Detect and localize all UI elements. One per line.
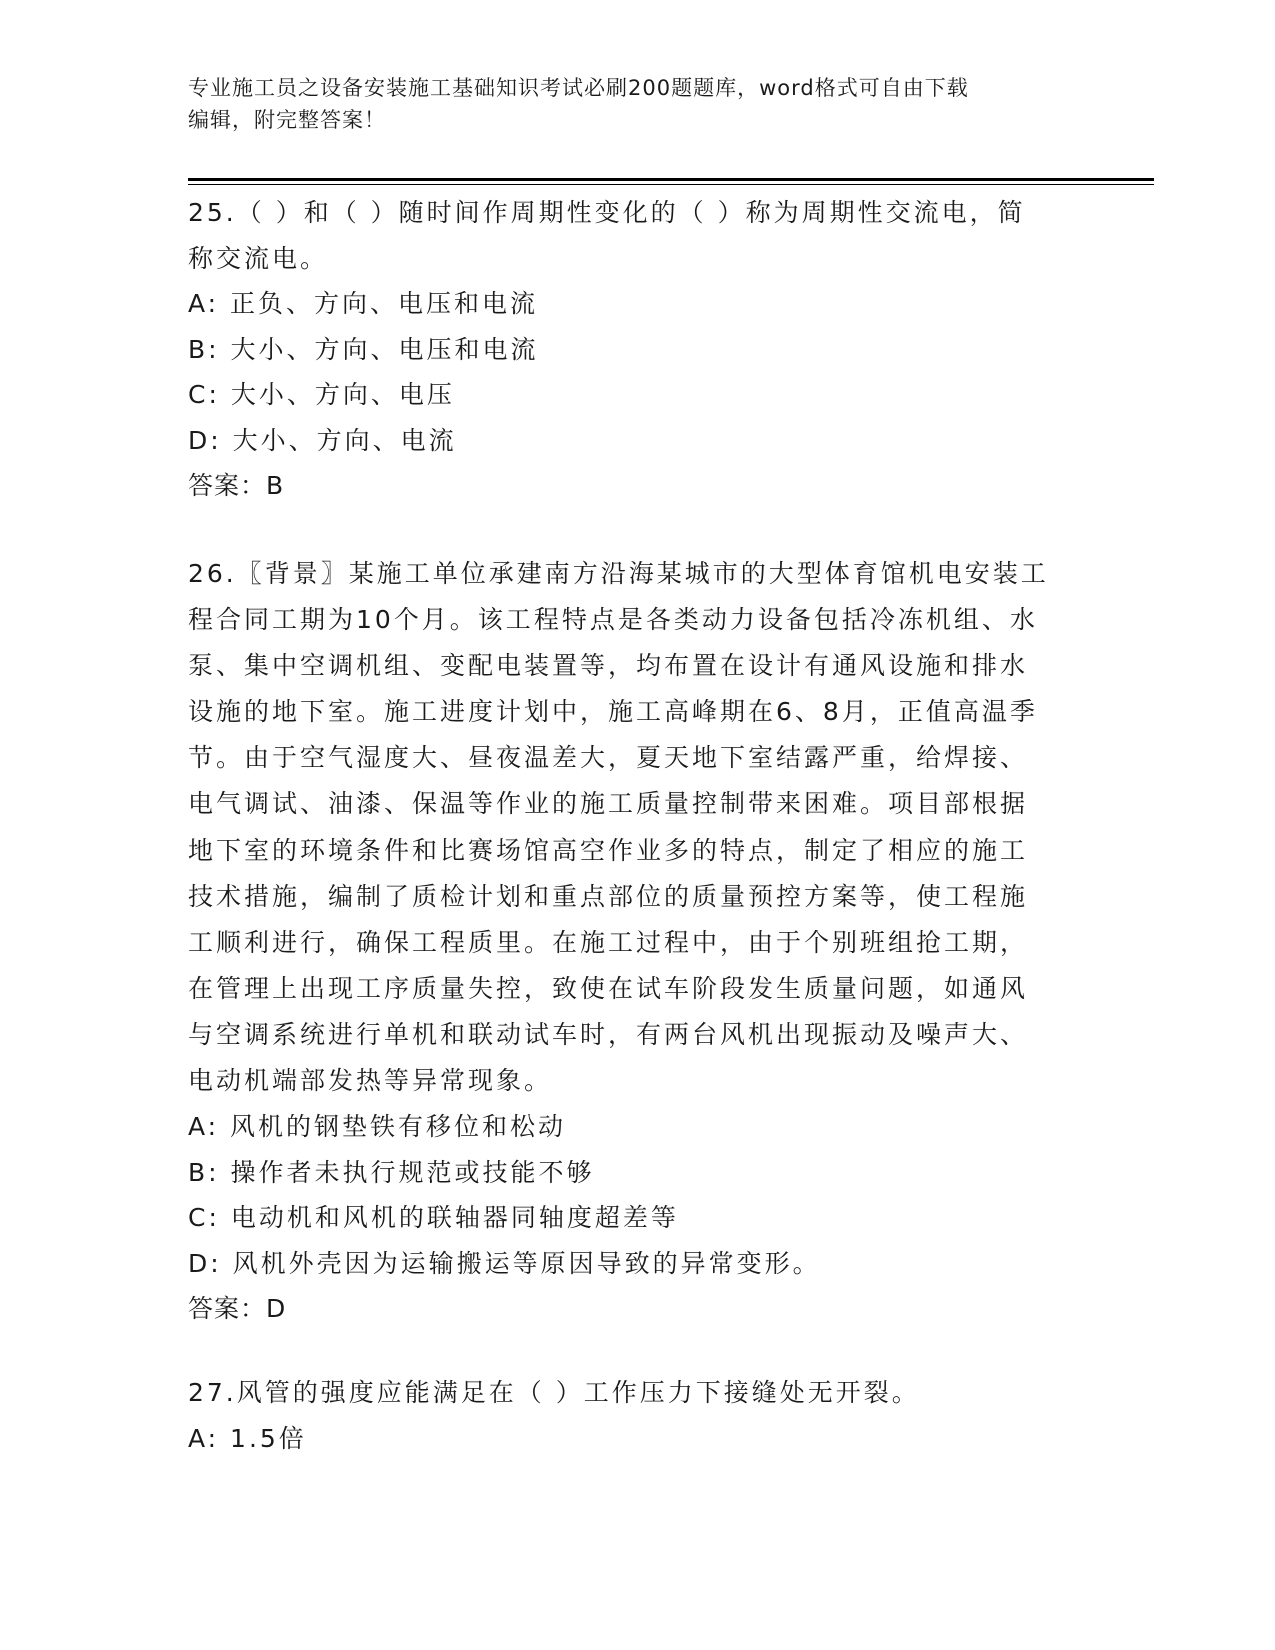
question-stem-line: 25.（ ）和（ ）随时间作周期性变化的（ ）称为周期性交流电，简 xyxy=(188,198,1026,227)
answer-line: 答案：D xyxy=(188,1294,287,1324)
question-stem-line: 在管理上出现工序质量失控，致使在试车阶段发生质量问题，如通风 xyxy=(188,973,1029,1003)
question-stem-line: 程合同工期为10个月。该工程特点是各类动力设备包括冷冻机组、水 xyxy=(188,605,1038,635)
question-stem-line: 与空调系统进行单机和联动试车时，有两台风机出现振动及噪声大、 xyxy=(188,1019,1029,1049)
option-b: B: 操作者未执行规范或技能不够 xyxy=(188,1157,595,1187)
header-divider-thick xyxy=(188,178,1154,181)
question-list xyxy=(188,190,1088,1461)
option-c: C: 电动机和风机的联轴器同轴度超差等 xyxy=(188,1203,679,1233)
question-stem-line: 27.风管的强度应能满足在（ ）工作压力下接缝处无开裂。 xyxy=(188,1378,920,1408)
question-spacer xyxy=(188,1331,1088,1370)
option-a: A: 1.5倍 xyxy=(188,1423,307,1453)
header-title-line-1: 专业施工员之设备安装施工基础知识考试必刷200题题库，word格式可自由下载 xyxy=(188,76,969,100)
question-stem-line: 电气调试、油漆、保温等作业的施工质量控制带来困难。项目部根据 xyxy=(188,789,1029,819)
option-d: D: 风机外壳因为运输搬运等原因导致的异常变形。 xyxy=(188,1248,821,1278)
question-stem-line: 设施的地下室。施工进度计划中，施工高峰期在6、8月，正值高温季 xyxy=(188,697,1038,727)
question-27 xyxy=(188,1370,1088,1461)
question-spacer xyxy=(188,508,1088,551)
question-stem-line: 称交流电。 xyxy=(188,243,329,273)
question-stem-line: 泵、集中空调机组、变配电装置等，均布置在设计有通风设施和排水 xyxy=(188,651,1029,681)
question-stem-line: 节。由于空气湿度大、昼夜温差大，夏天地下室结露严重，给焊接、 xyxy=(188,743,1029,773)
option-a: A: 风机的钢垫铁有移位和松动 xyxy=(188,1112,567,1142)
header-title-line-2: 编辑，附完整答案！ xyxy=(188,108,386,132)
question-stem-line: 工顺利进行，确保工程质里。在施工过程中，由于个别班组抢工期， xyxy=(188,927,1029,957)
question-stem-line: 地下室的环境条件和比赛场馆高空作业多的特点，制定了相应的施工 xyxy=(188,835,1029,865)
option-d: D: 大小、方向、电流 xyxy=(188,425,457,455)
question-stem-line: 电动机端部发热等异常现象。 xyxy=(188,1066,553,1096)
question-stem-line: 技术措施，编制了质检计划和重点部位的质量预控方案等，使工程施 xyxy=(188,881,1029,911)
document-header xyxy=(188,72,1068,136)
header-divider-thin xyxy=(188,184,1154,185)
option-b: B: 大小、方向、电压和电流 xyxy=(188,334,539,364)
option-c: C: 大小、方向、电压 xyxy=(188,380,455,409)
answer-line: 答案：B xyxy=(188,471,285,500)
question-25 xyxy=(188,190,1088,508)
option-a: A: 正负、方向、电压和电流 xyxy=(188,289,539,318)
question-stem-line: 26.〖背景〗某施工单位承建南方沿海某城市的大型体育馆机电安装工 xyxy=(188,559,1049,588)
question-26 xyxy=(188,551,1088,1331)
